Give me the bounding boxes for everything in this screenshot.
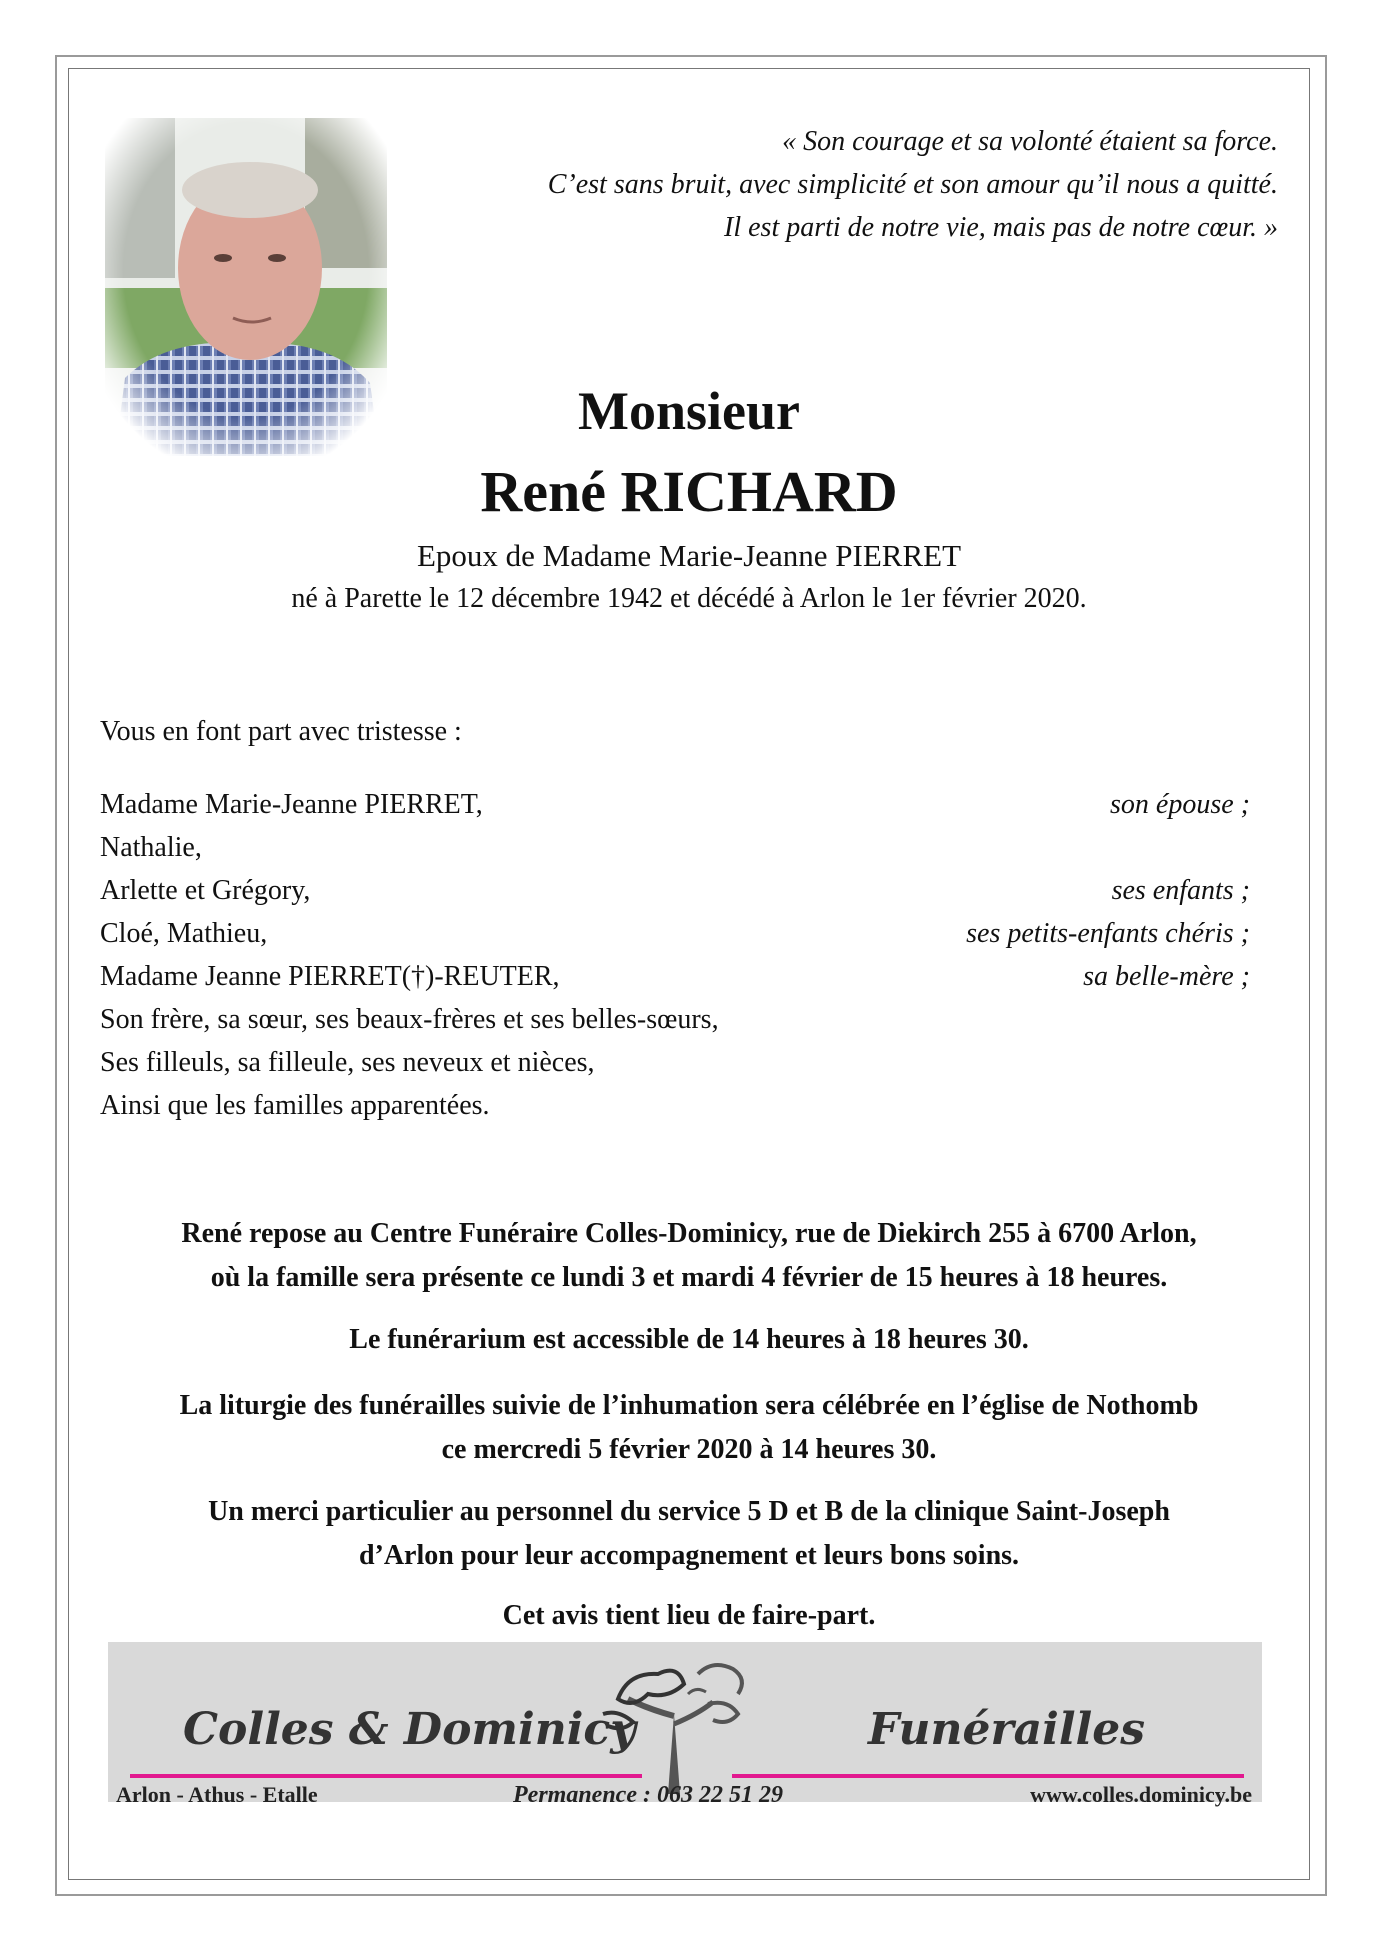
thanks-info xyxy=(0,1490,1378,1578)
thanks-line: d’Arlon pour leur accompagnement et leurs bons soins. xyxy=(358,1540,1020,1571)
quote-line: C’est sans bruit, avec simplicité et son amour qu’il nous a quitté. xyxy=(547,169,1278,200)
liturgy-line: ce mercredi 5 février 2020 à 14 heures 30. xyxy=(441,1434,937,1465)
family-name: Ses filleuls, sa filleule, ses neveux et nièces, xyxy=(100,1047,595,1078)
quote-line: Il est parti de notre vie, mais pas de notre cœur. » xyxy=(724,212,1278,243)
family-name: Arlette et Grégory, xyxy=(100,875,311,906)
family-row xyxy=(100,783,1250,826)
family-row xyxy=(100,869,1250,912)
family-name: Cloé, Mathieu, xyxy=(100,918,268,949)
divider-left xyxy=(130,1774,642,1778)
brand-tagline: Funérailles xyxy=(868,1704,1146,1755)
family-name: Madame Marie-Jeanne PIERRET, xyxy=(100,789,483,820)
deceased-name: René RICHARD xyxy=(480,459,898,524)
family-relation: ses enfants ; xyxy=(1111,875,1250,906)
brand-name: Colles & Dominicy xyxy=(183,1704,636,1755)
honorific: Monsieur xyxy=(578,381,800,441)
announcement-intro: Vous en font part avec tristesse : xyxy=(100,716,462,747)
phone-line: Permanence : 063 22 51 29 xyxy=(513,1782,783,1808)
family-relation: ses petits-enfants chéris ; xyxy=(966,918,1250,949)
family-relation: sa belle-mère ; xyxy=(1083,961,1250,992)
family-relation: son épouse ; xyxy=(1110,789,1250,820)
quote-line: « Son courage et sa volonté étaient sa force. xyxy=(782,126,1278,157)
thanks-line: Un merci particulier au personnel du service 5 D et B de la clinique Saint-Joseph xyxy=(208,1496,1170,1527)
repose-info xyxy=(0,1212,1378,1300)
funerarium-info: Le funérarium est accessible de 14 heures à 18 heures 30. xyxy=(349,1324,1029,1355)
notice-line: Cet avis tient lieu de faire-part. xyxy=(502,1600,876,1631)
memorial-quote xyxy=(548,120,1278,249)
divider-right xyxy=(732,1774,1244,1778)
family-row xyxy=(100,998,1250,1041)
family-row xyxy=(100,1041,1250,1084)
family-name: Nathalie, xyxy=(100,832,202,863)
liturgy-info xyxy=(0,1384,1378,1472)
spouse-line: Epoux de Madame Marie-Jeanne PIERRET xyxy=(416,538,962,573)
family-name: Madame Jeanne PIERRET(†)-REUTER, xyxy=(100,961,560,992)
funeral-home-banner xyxy=(108,1642,1262,1808)
website: www.colles.dominicy.be xyxy=(1030,1782,1252,1807)
family-row xyxy=(100,955,1250,998)
repose-line: où la famille sera présente ce lundi 3 et mardi 4 février de 15 heures à 18 heures. xyxy=(210,1262,1168,1293)
family-row xyxy=(100,826,1250,869)
family-row xyxy=(100,1084,1250,1127)
locations: Arlon - Athus - Etalle xyxy=(116,1782,318,1807)
family-name: Ainsi que les familles apparentées. xyxy=(100,1090,490,1121)
liturgy-line: La liturgie des funérailles suivie de l’inhumation sera célébrée en l’église de Nothomb xyxy=(179,1390,1199,1421)
dates-line: né à Parette le 12 décembre 1942 et décédé à Arlon le 1er février 2020. xyxy=(291,583,1087,614)
family-name: Son frère, sa sœur, ses beaux-frères et ses belles-sœurs, xyxy=(100,1004,719,1035)
family-row xyxy=(100,912,1250,955)
repose-line: René repose au Centre Funéraire Colles-Dominicy, rue de Diekirch 255 à 6700 Arlon, xyxy=(181,1218,1197,1249)
family-list xyxy=(100,783,1250,1127)
